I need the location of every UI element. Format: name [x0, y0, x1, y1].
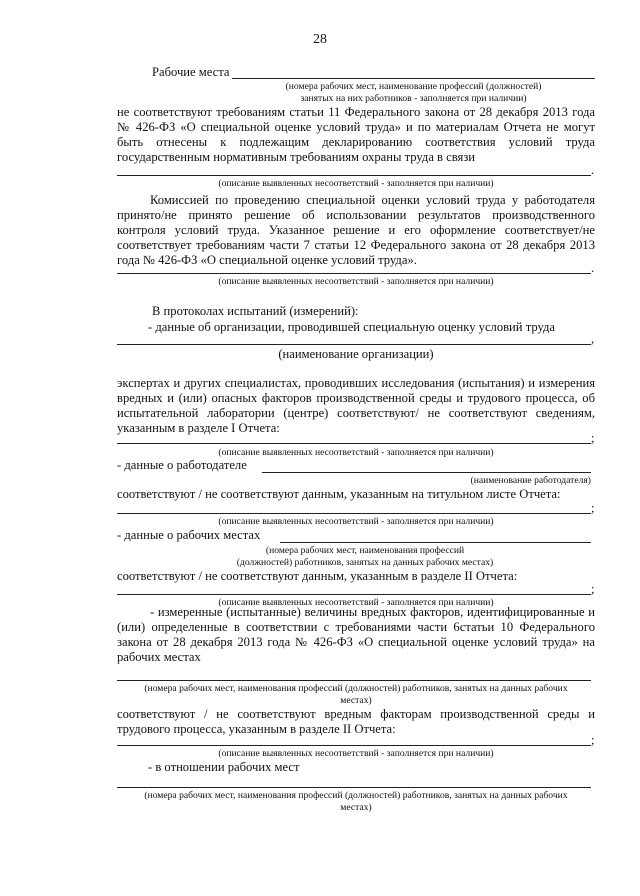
workplaces-data-blank-line[interactable] — [280, 542, 591, 543]
measured-caption-2: местах) — [340, 695, 372, 706]
measured-paragraph: - измеренные (испытанные) величины вредных факторов, идентифицированные и (или) определенные в соответствии с требованиями части 6статьи 10 Федерального закона от 28 декабря 2013 года № 426-ФЗ «О специальной оценке условий труда» на рабочих местах — [117, 605, 595, 664]
workplaces-data-caption-2: (должностей) работников, занятых на данных рабочих местах) — [236, 557, 494, 568]
workplaces-caption-2: занятых на них работников - заполняется при наличии) — [300, 93, 527, 104]
discrepancy-line-1[interactable] — [117, 175, 591, 176]
org-caption: (наименование организации) — [278, 347, 434, 361]
workplaces-data-paragraph: соответствуют / не соответствуют данным, указанным в разделе II Отчета: — [117, 569, 518, 583]
discrepancy-caption-6: (описание выявленных несоответствий - заполняется при наличии) — [218, 748, 494, 759]
discrepancy-dot-2: . — [591, 261, 595, 275]
discrepancy-dot-1: . — [591, 163, 595, 177]
regarding-caption-2: местах) — [340, 802, 372, 813]
regarding-caption-1: (номера рабочих мест, наименования профессий (должностей) работников, занятых на данных рабочих — [144, 790, 568, 801]
discrepancy-line-6[interactable] — [117, 745, 591, 746]
org-comma: , — [591, 332, 595, 346]
employer-caption: (наименование работодателя) — [470, 475, 591, 486]
workplaces-blank-line[interactable] — [232, 78, 595, 79]
regarding-item: - в отношении рабочих мест — [148, 760, 300, 774]
discrepancy-caption-3: (описание выявленных несоответствий - заполняется при наличии) — [218, 447, 494, 458]
measured-caption-1: (номера рабочих мест, наименования профессий (должностей) работников, занятых на данных рабочих — [144, 683, 568, 694]
discrepancy-line-5[interactable] — [117, 594, 591, 595]
employer-blank-line[interactable] — [262, 472, 591, 473]
experts-paragraph: экспертах и других специалистах, проводивших исследования (испытания) и измерения вредных и (или) опасных факторов производственной среды и трудового процесса, об испытательной лаборатории (центре) соответствуют/ не соответствуют сведениям, указанным в разделе I Отчета: — [117, 376, 595, 435]
protocols-heading: В протоколах испытаний (измерений): — [152, 304, 359, 318]
harmful-paragraph: соответствуют / не соответствуют вредным факторам производственной среды и трудового процесса, указанным в разделе II Отчета: — [117, 707, 595, 736]
discrepancy-caption-5: (описание выявленных несоответствий - заполняется при наличии) — [218, 597, 494, 608]
discrepancy-semicolon-6: ; — [591, 733, 595, 747]
workplaces-data-caption-1: (номера рабочих мест, наименования профессий — [265, 545, 465, 556]
employer-paragraph: соответствуют / не соответствуют данным, указанным на титульном листе Отчета: — [117, 487, 561, 501]
discrepancy-line-2[interactable] — [117, 273, 591, 274]
workplaces-label: Рабочие места — [152, 65, 230, 79]
workplaces-caption-1: (номера рабочих мест, наименование профессий (должностей) — [285, 81, 542, 92]
employer-item: - данные о работодателе — [117, 458, 247, 472]
discrepancy-semicolon-3: ; — [591, 431, 595, 445]
org-blank-line[interactable] — [117, 344, 591, 345]
regarding-blank-line[interactable] — [117, 787, 591, 788]
page-number: 28 — [313, 32, 327, 47]
commission-paragraph: Комиссией по проведению специальной оценки условий труда у работодателя принято/не принято решение об использовании результатов производственного контроля условий труда. Указанное решение и его оформление соответствует/не соответствует требованиям части 7 статьи 12 Федерального закона от 28 декабря 2013 года № 426-ФЗ «О специальной оценке условий труда». — [117, 193, 595, 267]
workplaces-item: - данные о рабочих местах — [117, 528, 261, 542]
discrepancy-semicolon-4: ; — [591, 501, 595, 515]
discrepancy-line-4[interactable] — [117, 513, 591, 514]
discrepancy-caption-1: (описание выявленных несоответствий - заполняется при наличии) — [218, 178, 494, 189]
discrepancy-caption-2: (описание выявленных несоответствий - заполняется при наличии) — [218, 276, 494, 287]
discrepancy-line-3[interactable] — [117, 443, 591, 444]
workplaces-paragraph: не соответствуют требованиям статьи 11 Федерального закона от 28 декабря 2013 года № 426-ФЗ «О специальной оценке условий труда» и по материалам Отчета не могут быть отнесены к подлежащим декларированию соответствия условий труда государственным нормативным требованиям охраны труда в связи — [117, 105, 595, 164]
measured-blank-line[interactable] — [117, 680, 591, 681]
org-item: - данные об организации, проводившей специальную оценку условий труда — [148, 320, 555, 334]
discrepancy-caption-4: (описание выявленных несоответствий - заполняется при наличии) — [218, 516, 494, 527]
discrepancy-semicolon-5: ; — [591, 582, 595, 596]
